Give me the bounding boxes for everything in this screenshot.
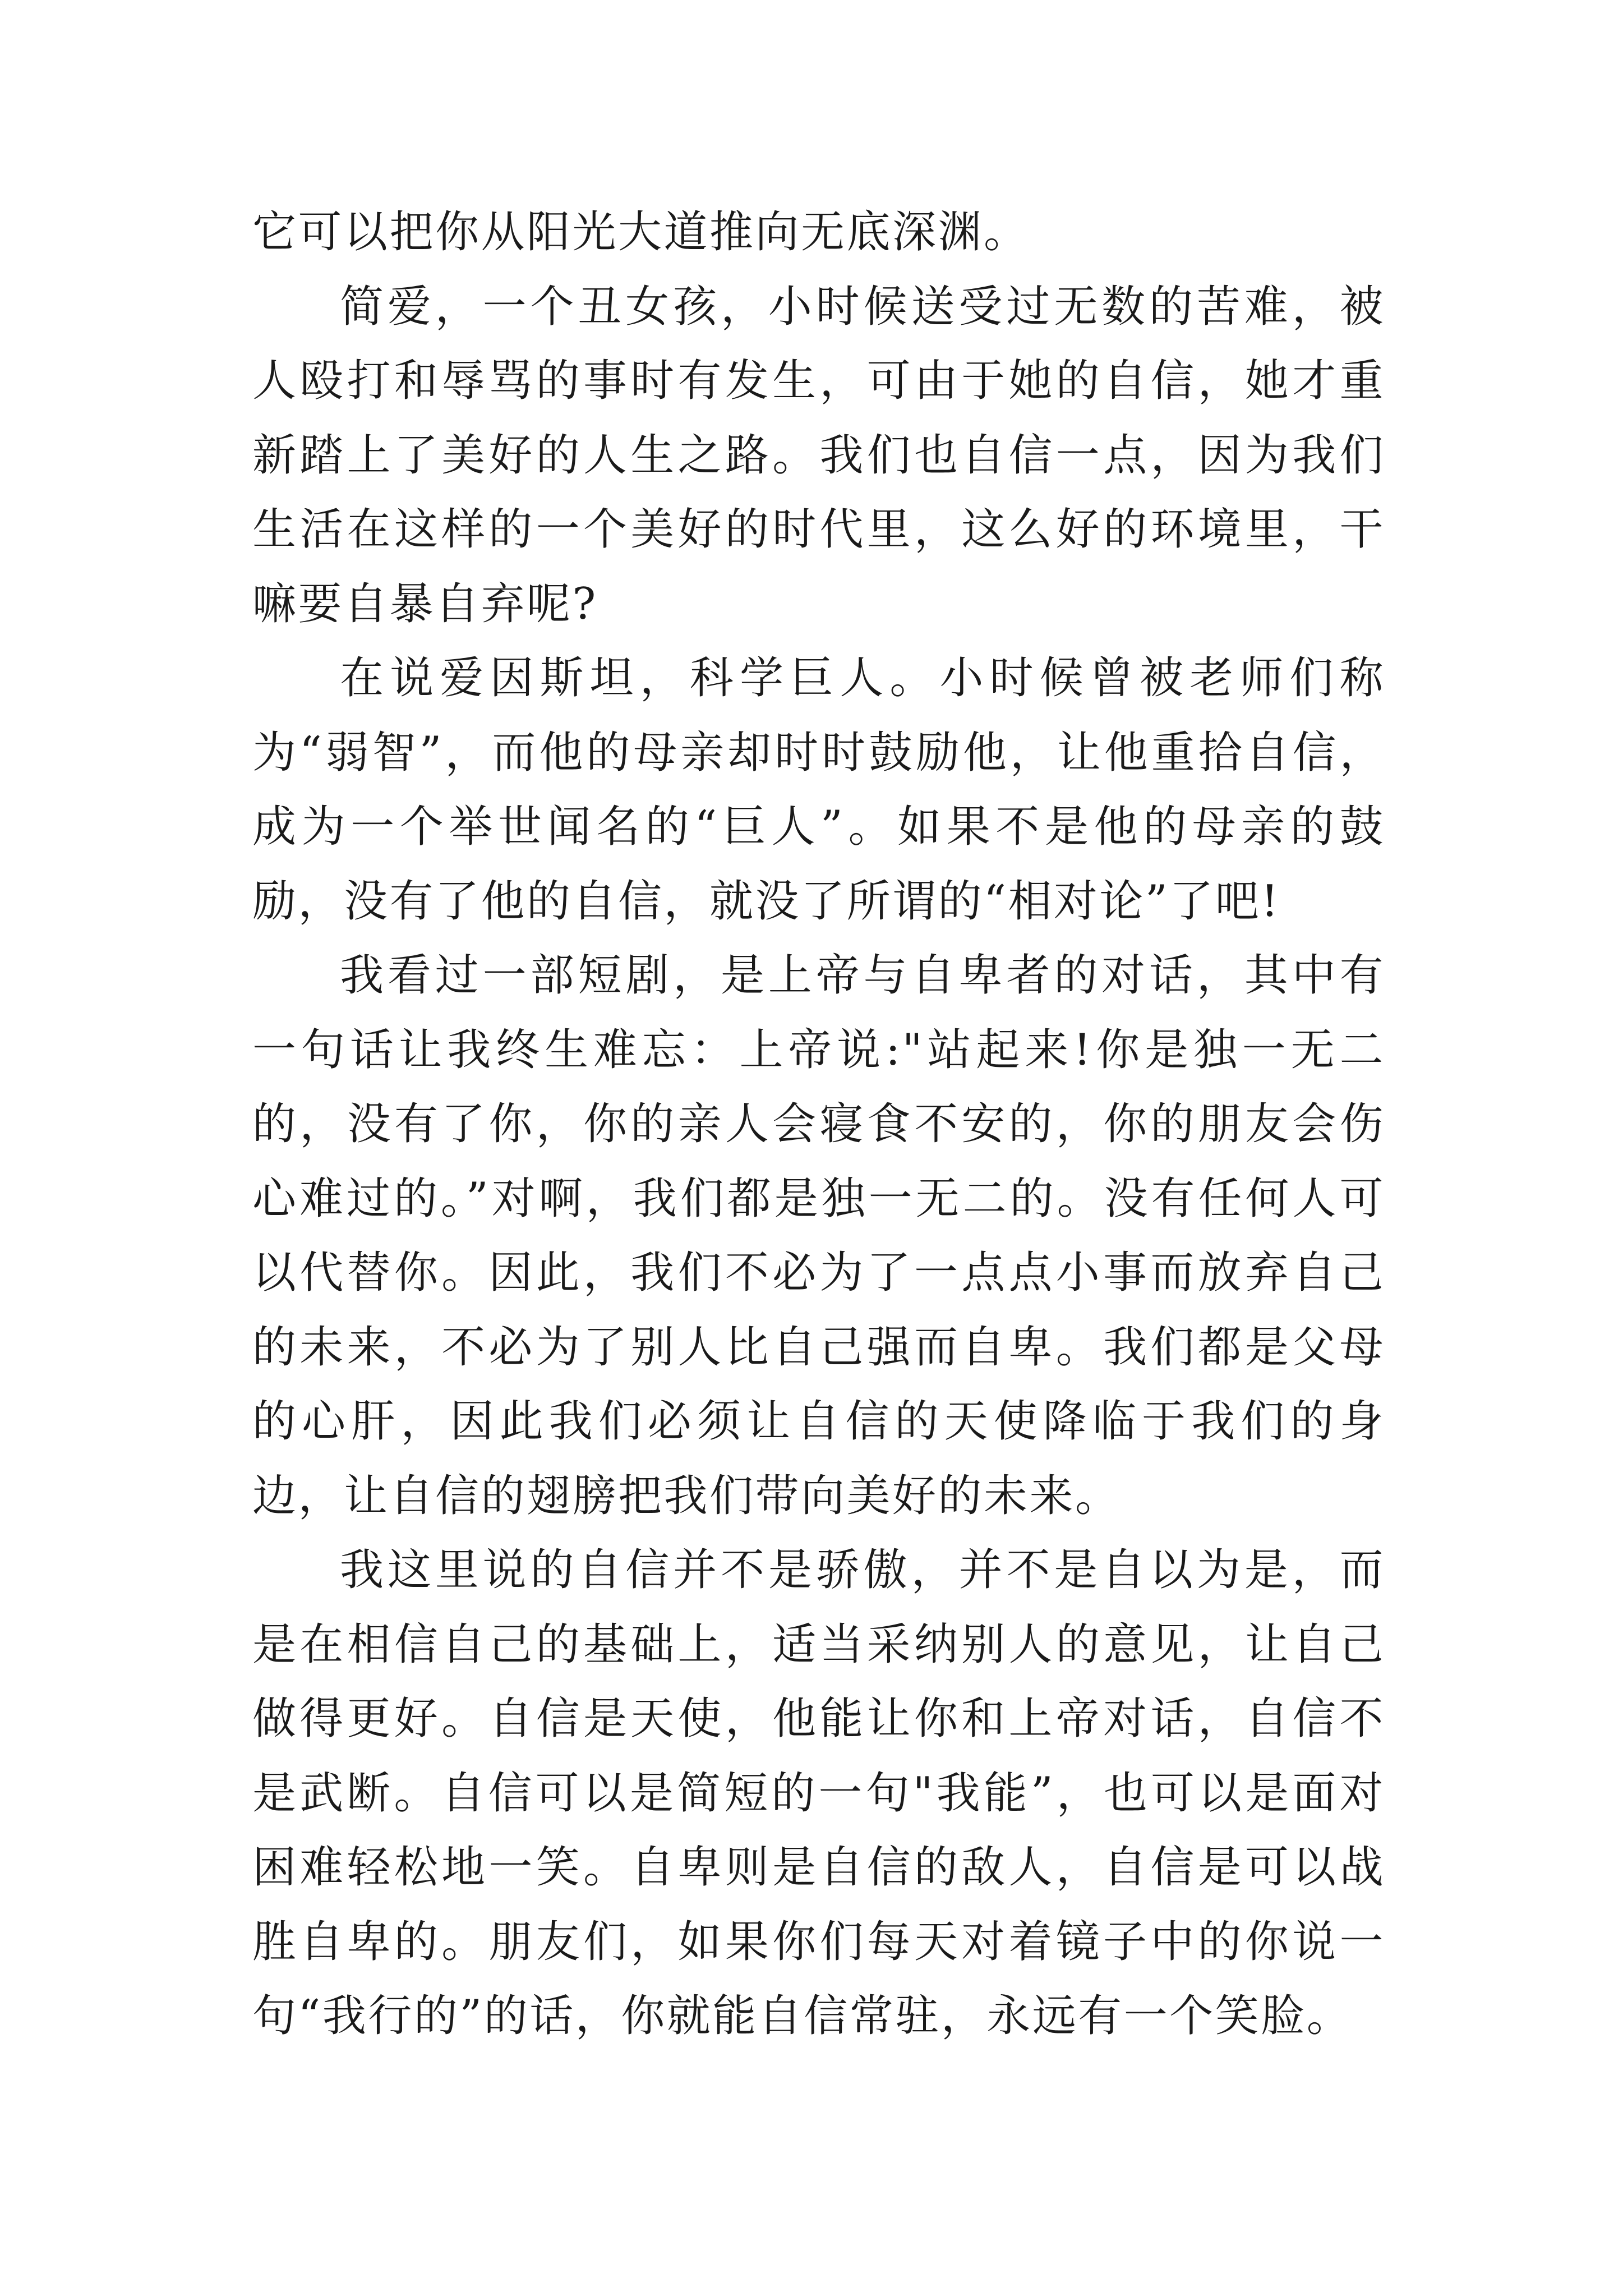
paragraph-short-play: 我看过一部短剧，是上帝与自卑者的对话，其中有一句话让我终生难忘：上帝说:"站起来!你是独一无二的，没有了你，你的亲人会寝食不安的，你的朋友会伤心难过的。”对啊，我们都是独一无二的。没有任何人可以代替你。因此，我们不必为了一点点小事而放弃自己的未来，不必为了别人比自己强而自卑。我们都是父母的心肝，因此我们必须让自信的天使降临于我们的身边，让自信的翅膀把我们带向美好的未来。	[252, 950, 1385, 1521]
paragraph-jane-eyre: 简爱，一个丑女孩，小时候送受过无数的苦难，被人殴打和辱骂的事时有发生，可由于她的自信，她才重新踏上了美好的人生之路。我们也自信一点，因为我们生活在这样的一个美好的时代里，这么好的环境里，干嘛要自暴自弃呢?	[252, 281, 1385, 629]
document-body	[252, 195, 1385, 2054]
paragraph-continuation: 它可以把你从阳光大道推向无底深渊。	[252, 207, 1030, 257]
paragraph-einstein: 在说爱因斯坦，科学巨人。小时候曾被老师们称为“弱智”，而他的母亲却时时鼓励他，让他重拾自信，成为一个举世闻名的“巨人”。如果不是他的母亲的鼓励，没有了他的自信，就没了所谓的“相对论”了吧!	[252, 653, 1385, 927]
paragraph-confidence-meaning: 我这里说的自信并不是骄傲，并不是自以为是，而是在相信自己的基础上，适当采纳别人的意见，让自己做得更好。自信是天使，他能让你和上帝对话，自信不是武断。自信可以是简短的一句"我能”，也可以是面对困难轻松地一笑。自卑则是自信的敌人，自信是可以战胜自卑的。朋友们，如果你们每天对着镜子中的你说一句“我行的”的话，你就能自信常驻，永远有一个笑脸。	[252, 1545, 1385, 2041]
